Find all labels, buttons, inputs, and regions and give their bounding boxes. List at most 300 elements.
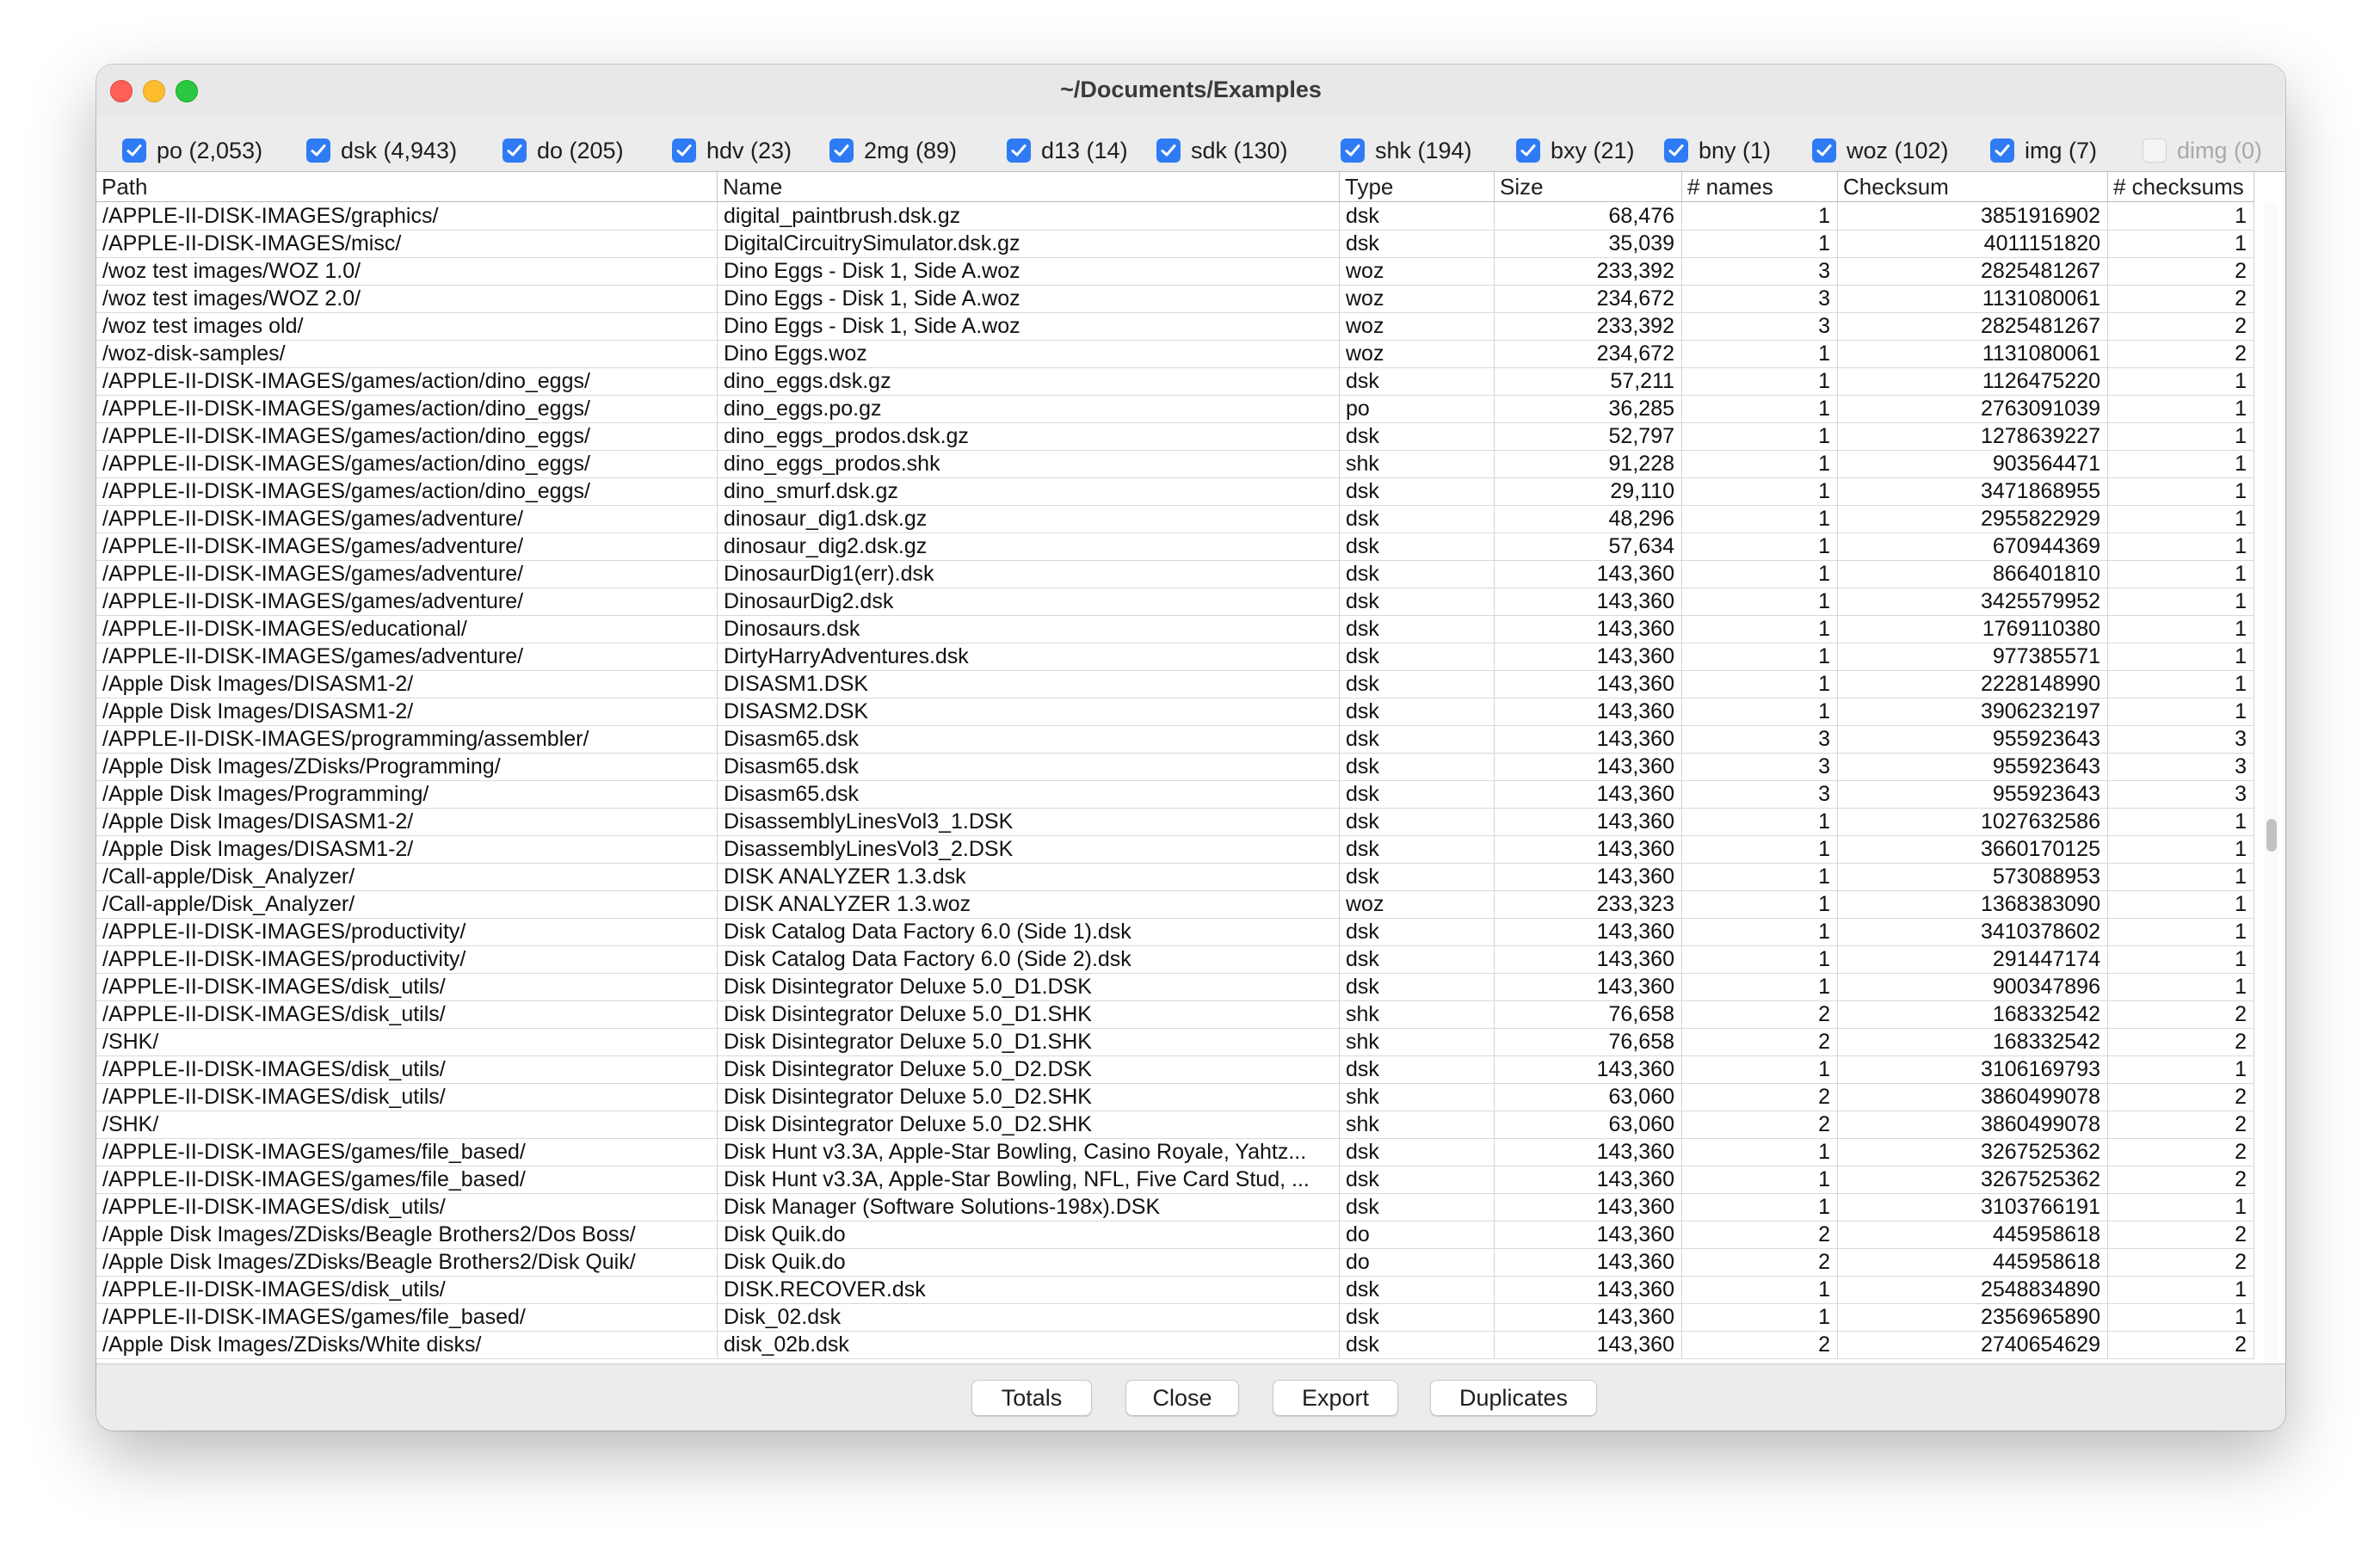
table-cell: dsk [1340, 918, 1495, 945]
table-cell: dinosaur_dig2.dsk.gz [718, 532, 1340, 560]
table-cell: 1 [1682, 1193, 1838, 1221]
table-cell: shk [1340, 1083, 1495, 1111]
table-cell: 3860499078 [1838, 1083, 2108, 1111]
table-cell: 1 [1682, 835, 1838, 863]
table-cell: 3 [1682, 312, 1838, 340]
checkmark-icon [672, 138, 696, 163]
table-cell: Disk Manager (Software Solutions-198x).DSK [718, 1193, 1340, 1221]
table-cell: dsk [1340, 202, 1495, 230]
table-cell: 1 [2108, 918, 2254, 945]
table-row[interactable] [96, 367, 2254, 396]
table-cell: 1 [2108, 505, 2254, 532]
table-cell: /APPLE-II-DISK-IMAGES/graphics/ [96, 202, 718, 230]
filter-label: d13 (14) [1041, 137, 1128, 163]
checkmark-icon [1516, 138, 1540, 163]
table-cell: 3 [2108, 753, 2254, 780]
column-header[interactable]: Checksum [1838, 172, 2108, 201]
table-cell: woz [1340, 285, 1495, 312]
table-cell: 955923643 [1838, 753, 2108, 780]
checkmark-icon [1812, 138, 1836, 163]
filter-checkbox[interactable] [672, 137, 792, 164]
table-cell: 1 [2108, 422, 2254, 450]
table-cell: 2 [2108, 257, 2254, 285]
table-row[interactable] [96, 1111, 2254, 1139]
table-cell: 1131080061 [1838, 340, 2108, 367]
table-cell: Disk Quik.do [718, 1221, 1340, 1248]
table-cell: Disk Disintegrator Deluxe 5.0_D2.SHK [718, 1111, 1340, 1138]
table-cell: dino_eggs_prodos.dsk.gz [718, 422, 1340, 450]
table-cell: Disk Disintegrator Deluxe 5.0_D1.DSK [718, 973, 1340, 1000]
table-cell: 76,658 [1495, 1000, 1682, 1028]
table-cell: dsk [1340, 422, 1495, 450]
table-cell: /APPLE-II-DISK-IMAGES/games/adventure/ [96, 643, 718, 670]
table-cell: 1 [1682, 1303, 1838, 1331]
table-row[interactable] [96, 312, 2254, 341]
table-cell: po [1340, 395, 1495, 422]
table-row[interactable] [96, 450, 2254, 478]
table-cell: 1278639227 [1838, 422, 2108, 450]
filter-checkbox[interactable] [1341, 137, 1472, 164]
table-cell: 233,392 [1495, 257, 1682, 285]
table-cell: 3 [2108, 725, 2254, 753]
table-cell: dsk [1340, 560, 1495, 588]
table-cell: 2 [2108, 1221, 2254, 1248]
table-cell: dsk [1340, 698, 1495, 725]
table-cell: 2 [2108, 340, 2254, 367]
table-cell: 143,360 [1495, 1193, 1682, 1221]
table-cell: 143,360 [1495, 1055, 1682, 1083]
table-row[interactable] [96, 1193, 2254, 1222]
table-row[interactable] [96, 1303, 2254, 1332]
table-cell: 2955822929 [1838, 505, 2108, 532]
table-cell: 3106169793 [1838, 1055, 2108, 1083]
table-cell: /Apple Disk Images/DISASM1-2/ [96, 670, 718, 698]
filter-checkbox[interactable] [1156, 137, 1288, 164]
table-cell: 1 [1682, 1055, 1838, 1083]
table-cell: 143,360 [1495, 1166, 1682, 1193]
table-row[interactable] [96, 1055, 2254, 1084]
table-cell: 1 [1682, 588, 1838, 615]
table-cell: 2548834890 [1838, 1276, 2108, 1303]
table-cell: /Apple Disk Images/Programming/ [96, 780, 718, 808]
files-table [96, 171, 2285, 1428]
scrollbar-thumb[interactable] [2266, 819, 2277, 852]
table-cell: /Call-apple/Disk_Analyzer/ [96, 890, 718, 918]
table-cell: 1 [1682, 890, 1838, 918]
table-cell: dino_eggs.dsk.gz [718, 367, 1340, 395]
title-bar [96, 65, 2285, 115]
table-cell: 2 [1682, 1331, 1838, 1358]
table-row[interactable] [96, 1083, 2254, 1111]
table-cell: 3425579952 [1838, 588, 2108, 615]
table-cell: 63,060 [1495, 1083, 1682, 1111]
table-cell: 143,360 [1495, 1221, 1682, 1248]
table-cell: 1 [1682, 945, 1838, 973]
table-cell: 2825481267 [1838, 257, 2108, 285]
table-cell: /Apple Disk Images/DISASM1-2/ [96, 808, 718, 835]
table-cell: Disk Disintegrator Deluxe 5.0_D1.SHK [718, 1000, 1340, 1028]
filter-label: shk (194) [1375, 137, 1472, 163]
table-cell: dsk [1340, 725, 1495, 753]
table-cell: 168332542 [1838, 1000, 2108, 1028]
table-cell: /APPLE-II-DISK-IMAGES/games/adventure/ [96, 560, 718, 588]
table-cell: 903564471 [1838, 450, 2108, 477]
filter-checkbox[interactable] [1516, 137, 1635, 164]
table-cell: /APPLE-II-DISK-IMAGES/disk_utils/ [96, 973, 718, 1000]
table-cell: 4011151820 [1838, 230, 2108, 257]
table-cell: /Apple Disk Images/DISASM1-2/ [96, 698, 718, 725]
filter-label: hdv (23) [706, 137, 792, 163]
table-cell: 1 [1682, 230, 1838, 257]
table-row[interactable] [96, 835, 2254, 864]
table-cell: Dino Eggs - Disk 1, Side A.woz [718, 285, 1340, 312]
table-cell: 1 [2108, 450, 2254, 477]
table-cell: /Call-apple/Disk_Analyzer/ [96, 863, 718, 890]
table-cell: 29,110 [1495, 477, 1682, 505]
table-cell: 1 [1682, 808, 1838, 835]
filter-label: bny (1) [1699, 137, 1772, 163]
table-cell: 1 [1682, 367, 1838, 395]
table-cell: Disk_02.dsk [718, 1303, 1340, 1331]
table-cell: woz [1340, 340, 1495, 367]
table-cell: /APPLE-II-DISK-IMAGES/misc/ [96, 230, 718, 257]
filter-label: sdk (130) [1191, 137, 1288, 163]
table-row[interactable] [96, 945, 2254, 974]
table-cell: 36,285 [1495, 395, 1682, 422]
table-cell: 1 [2108, 670, 2254, 698]
table-cell: 68,476 [1495, 202, 1682, 230]
table-cell: 3410378602 [1838, 918, 2108, 945]
table-cell: dsk [1340, 230, 1495, 257]
filter-checkbox[interactable] [1664, 137, 1771, 164]
column-header[interactable]: # checksums [2108, 172, 2254, 201]
table-cell: 1 [2108, 532, 2254, 560]
table-cell: /APPLE-II-DISK-IMAGES/productivity/ [96, 918, 718, 945]
table-row[interactable] [96, 340, 2254, 368]
table-cell: /APPLE-II-DISK-IMAGES/games/adventure/ [96, 505, 718, 532]
table-cell: woz [1340, 257, 1495, 285]
table-cell: 3 [1682, 725, 1838, 753]
filter-label: 2mg (89) [864, 137, 958, 163]
table-cell: 143,360 [1495, 863, 1682, 890]
table-cell: /Apple Disk Images/ZDisks/Programming/ [96, 753, 718, 780]
table-cell: 233,323 [1495, 890, 1682, 918]
table-cell: Disasm65.dsk [718, 780, 1340, 808]
table-row[interactable] [96, 477, 2254, 506]
table-cell: dino_smurf.dsk.gz [718, 477, 1340, 505]
table-cell: dsk [1340, 532, 1495, 560]
table-row[interactable] [96, 202, 2254, 231]
table-cell: dsk [1340, 615, 1495, 643]
duplicates-button[interactable]: Duplicates [1430, 1380, 1597, 1416]
table-cell: dsk [1340, 835, 1495, 863]
table-cell: 1 [1682, 670, 1838, 698]
table-cell: 143,360 [1495, 698, 1682, 725]
table-cell: 2 [2108, 1331, 2254, 1358]
filter-checkbox[interactable] [1990, 137, 2097, 164]
table-cell: shk [1340, 450, 1495, 477]
table-cell: 1 [1682, 395, 1838, 422]
table-cell: 3267525362 [1838, 1166, 2108, 1193]
table-cell: 1 [1682, 560, 1838, 588]
totals-button[interactable]: Totals [971, 1380, 1092, 1416]
table-cell: /APPLE-II-DISK-IMAGES/games/file_based/ [96, 1303, 718, 1331]
table-cell: 1126475220 [1838, 367, 2108, 395]
filter-checkbox[interactable] [122, 137, 262, 164]
table-cell: dsk [1340, 808, 1495, 835]
table-cell: 91,228 [1495, 450, 1682, 477]
table-row[interactable] [96, 698, 2254, 726]
table-cell: 143,360 [1495, 1303, 1682, 1331]
table-cell: 143,360 [1495, 918, 1682, 945]
table-cell: /APPLE-II-DISK-IMAGES/disk_utils/ [96, 1055, 718, 1083]
table-cell: /APPLE-II-DISK-IMAGES/games/action/dino_eggs/ [96, 395, 718, 422]
table-row[interactable] [96, 1248, 2254, 1277]
filter-label: dsk (4,943) [341, 137, 458, 163]
table-cell: 143,360 [1495, 753, 1682, 780]
table-row[interactable] [96, 863, 2254, 891]
table-cell: /woz-disk-samples/ [96, 340, 718, 367]
table-cell: 2 [2108, 1000, 2254, 1028]
table-cell: 3 [1682, 257, 1838, 285]
table-cell: /APPLE-II-DISK-IMAGES/games/file_based/ [96, 1138, 718, 1166]
table-cell: 1 [2108, 588, 2254, 615]
table-cell: Disasm65.dsk [718, 753, 1340, 780]
table-row[interactable] [96, 890, 2254, 919]
table-cell: 1368383090 [1838, 890, 2108, 918]
table-cell: 2 [1682, 1083, 1838, 1111]
table-cell: do [1340, 1248, 1495, 1276]
table-cell: 670944369 [1838, 532, 2108, 560]
filter-checkbox[interactable] [1007, 137, 1128, 164]
table-cell: 2 [1682, 1111, 1838, 1138]
table-cell: 1 [1682, 340, 1838, 367]
table-row[interactable] [96, 973, 2254, 1001]
table-cell: 1 [1682, 698, 1838, 725]
table-cell: 143,360 [1495, 560, 1682, 588]
table-cell: 1131080061 [1838, 285, 2108, 312]
filter-checkbox[interactable] [503, 137, 624, 164]
table-cell: DinosaurDig1(err).dsk [718, 560, 1340, 588]
table-row[interactable] [96, 560, 2254, 588]
table-cell: dsk [1340, 945, 1495, 973]
table-cell: DisassemblyLinesVol3_2.DSK [718, 835, 1340, 863]
table-cell: /APPLE-II-DISK-IMAGES/disk_utils/ [96, 1000, 718, 1028]
table-cell: dsk [1340, 863, 1495, 890]
table-row[interactable] [96, 615, 2254, 643]
checkmark-icon [1664, 138, 1688, 163]
column-header[interactable]: Name [718, 172, 1340, 201]
table-cell: /Apple Disk Images/DISASM1-2/ [96, 835, 718, 863]
table-cell: 2 [1682, 1000, 1838, 1028]
export-button[interactable]: Export [1273, 1380, 1398, 1416]
table-cell: 143,360 [1495, 670, 1682, 698]
table-row[interactable] [96, 808, 2254, 836]
table-row[interactable] [96, 1331, 2254, 1359]
close-button[interactable]: Close [1125, 1380, 1239, 1416]
column-header[interactable]: Size [1495, 172, 1682, 201]
table-cell: 2 [1682, 1028, 1838, 1055]
filter-checkbox[interactable] [829, 137, 957, 164]
table-cell: 2740654629 [1838, 1331, 2108, 1358]
table-row[interactable] [96, 257, 2254, 286]
table-cell: /APPLE-II-DISK-IMAGES/games/action/dino_eggs/ [96, 450, 718, 477]
table-cell: dsk [1340, 1193, 1495, 1221]
table-cell: 3 [1682, 780, 1838, 808]
table-cell: 3851916902 [1838, 202, 2108, 230]
table-cell: /woz test images/WOZ 1.0/ [96, 257, 718, 285]
table-row[interactable] [96, 725, 2254, 754]
table-cell: 2356965890 [1838, 1303, 2108, 1331]
table-cell: /APPLE-II-DISK-IMAGES/disk_utils/ [96, 1276, 718, 1303]
table-cell: 233,392 [1495, 312, 1682, 340]
table-cell: /Apple Disk Images/ZDisks/Beagle Brothers2/Dos Boss/ [96, 1221, 718, 1248]
table-cell: Dinosaurs.dsk [718, 615, 1340, 643]
table-cell: dsk [1340, 1276, 1495, 1303]
table-row[interactable] [96, 285, 2254, 313]
column-header[interactable]: # names [1682, 172, 1838, 201]
filter-checkbox[interactable] [1812, 137, 1949, 164]
table-cell: 2 [2108, 1166, 2254, 1193]
table-row[interactable] [96, 422, 2254, 451]
table-cell: 143,360 [1495, 808, 1682, 835]
table-cell: dsk [1340, 753, 1495, 780]
filter-checkbox [2143, 137, 2262, 164]
table-cell: digital_paintbrush.dsk.gz [718, 202, 1340, 230]
table-row[interactable] [96, 670, 2254, 698]
table-cell: /APPLE-II-DISK-IMAGES/educational/ [96, 615, 718, 643]
table-cell: DISASM1.DSK [718, 670, 1340, 698]
table-cell: 2 [1682, 1248, 1838, 1276]
table-row[interactable] [96, 1028, 2254, 1056]
table-row[interactable] [96, 918, 2254, 946]
table-cell: 3906232197 [1838, 698, 2108, 725]
button-bar [96, 1363, 2285, 1431]
table-cell: 1 [2108, 890, 2254, 918]
table-cell: 1 [1682, 863, 1838, 890]
table-cell: 1 [1682, 615, 1838, 643]
table-cell: 234,672 [1495, 285, 1682, 312]
table-row[interactable] [96, 1221, 2254, 1249]
table-cell: Disk Hunt v3.3A, Apple-Star Bowling, Casino Royale, Yahtz... [718, 1138, 1340, 1166]
table-cell: 143,360 [1495, 588, 1682, 615]
table-cell: 2 [2108, 1248, 2254, 1276]
column-header[interactable]: Type [1340, 172, 1495, 201]
checkmark-icon [1341, 138, 1365, 163]
table-cell: dsk [1340, 367, 1495, 395]
checkmark-icon [1007, 138, 1031, 163]
table-row[interactable] [96, 780, 2254, 809]
table-cell: /APPLE-II-DISK-IMAGES/programming/assembler/ [96, 725, 718, 753]
table-cell: 3 [1682, 285, 1838, 312]
checkmark-icon [122, 138, 146, 163]
table-cell: 3660170125 [1838, 835, 2108, 863]
table-cell: dino_eggs_prodos.shk [718, 450, 1340, 477]
table-row[interactable] [96, 532, 2254, 561]
table-cell: dsk [1340, 1055, 1495, 1083]
filter-checkbox[interactable] [306, 137, 457, 164]
table-cell: /APPLE-II-DISK-IMAGES/disk_utils/ [96, 1193, 718, 1221]
table-cell: 2 [2108, 312, 2254, 340]
table-cell: 1 [1682, 202, 1838, 230]
table-cell: 143,360 [1495, 615, 1682, 643]
checkmark-icon [306, 138, 330, 163]
table-cell: /APPLE-II-DISK-IMAGES/games/adventure/ [96, 588, 718, 615]
table-cell: 143,360 [1495, 725, 1682, 753]
table-row[interactable] [96, 505, 2254, 533]
empty-checkbox-icon [2143, 138, 2167, 163]
table-cell: 955923643 [1838, 780, 2108, 808]
table-cell: 2825481267 [1838, 312, 2108, 340]
column-header[interactable]: Path [96, 172, 718, 201]
table-cell: 1 [2108, 1055, 2254, 1083]
table-row[interactable] [96, 643, 2254, 671]
table-cell: shk [1340, 1028, 1495, 1055]
table-cell: Disk Quik.do [718, 1248, 1340, 1276]
filter-label: dimg (0) [2177, 137, 2263, 163]
table-cell: disk_02b.dsk [718, 1331, 1340, 1358]
table-cell: 291447174 [1838, 945, 2108, 973]
table-cell: 1 [1682, 422, 1838, 450]
table-cell: 1769110380 [1838, 615, 2108, 643]
table-cell: 2 [2108, 1083, 2254, 1111]
table-cell: woz [1340, 890, 1495, 918]
table-cell: /SHK/ [96, 1028, 718, 1055]
window-title: ~/Documents/Examples [1060, 77, 1322, 102]
table-cell: Disk Catalog Data Factory 6.0 (Side 1).dsk [718, 918, 1340, 945]
table-cell: dsk [1340, 670, 1495, 698]
table-cell: 2 [2108, 1138, 2254, 1166]
table-cell: 445958618 [1838, 1248, 2108, 1276]
table-cell: 1 [1682, 505, 1838, 532]
table-row[interactable] [96, 588, 2254, 616]
table-row[interactable] [96, 1000, 2254, 1029]
table-cell: 1 [2108, 643, 2254, 670]
table-row[interactable] [96, 1276, 2254, 1304]
table-cell: Disk Hunt v3.3A, Apple-Star Bowling, NFL, Five Card Stud, ... [718, 1166, 1340, 1193]
table-cell: 3860499078 [1838, 1111, 2108, 1138]
table-cell: 76,658 [1495, 1028, 1682, 1055]
table-cell: 143,360 [1495, 835, 1682, 863]
table-row[interactable] [96, 230, 2254, 258]
table-cell: /APPLE-II-DISK-IMAGES/games/action/dino_eggs/ [96, 477, 718, 505]
table-cell: 1 [1682, 973, 1838, 1000]
table-cell: 1 [1682, 1276, 1838, 1303]
table-cell: 143,360 [1495, 1248, 1682, 1276]
table-cell: dinosaur_dig1.dsk.gz [718, 505, 1340, 532]
table-row[interactable] [96, 1166, 2254, 1194]
vertical-scrollbar[interactable] [2265, 203, 2278, 1428]
table-cell: /Apple Disk Images/ZDisks/White disks/ [96, 1331, 718, 1358]
table-cell: 2 [1682, 1221, 1838, 1248]
table-cell: dsk [1340, 643, 1495, 670]
table-cell: dino_eggs.po.gz [718, 395, 1340, 422]
table-cell: 955923643 [1838, 725, 2108, 753]
table-row[interactable] [96, 753, 2254, 781]
table-row[interactable] [96, 395, 2254, 423]
table-cell: dsk [1340, 477, 1495, 505]
table-cell: 1 [1682, 918, 1838, 945]
table-cell: 2 [2108, 1028, 2254, 1055]
table-cell: 1027632586 [1838, 808, 2108, 835]
table-row[interactable] [96, 1138, 2254, 1166]
table-cell: do [1340, 1221, 1495, 1248]
table-cell: 57,634 [1495, 532, 1682, 560]
checkmark-icon [829, 138, 854, 163]
table-cell: 143,360 [1495, 973, 1682, 1000]
table-cell: DISK.RECOVER.dsk [718, 1276, 1340, 1303]
table-cell: 2 [2108, 1111, 2254, 1138]
